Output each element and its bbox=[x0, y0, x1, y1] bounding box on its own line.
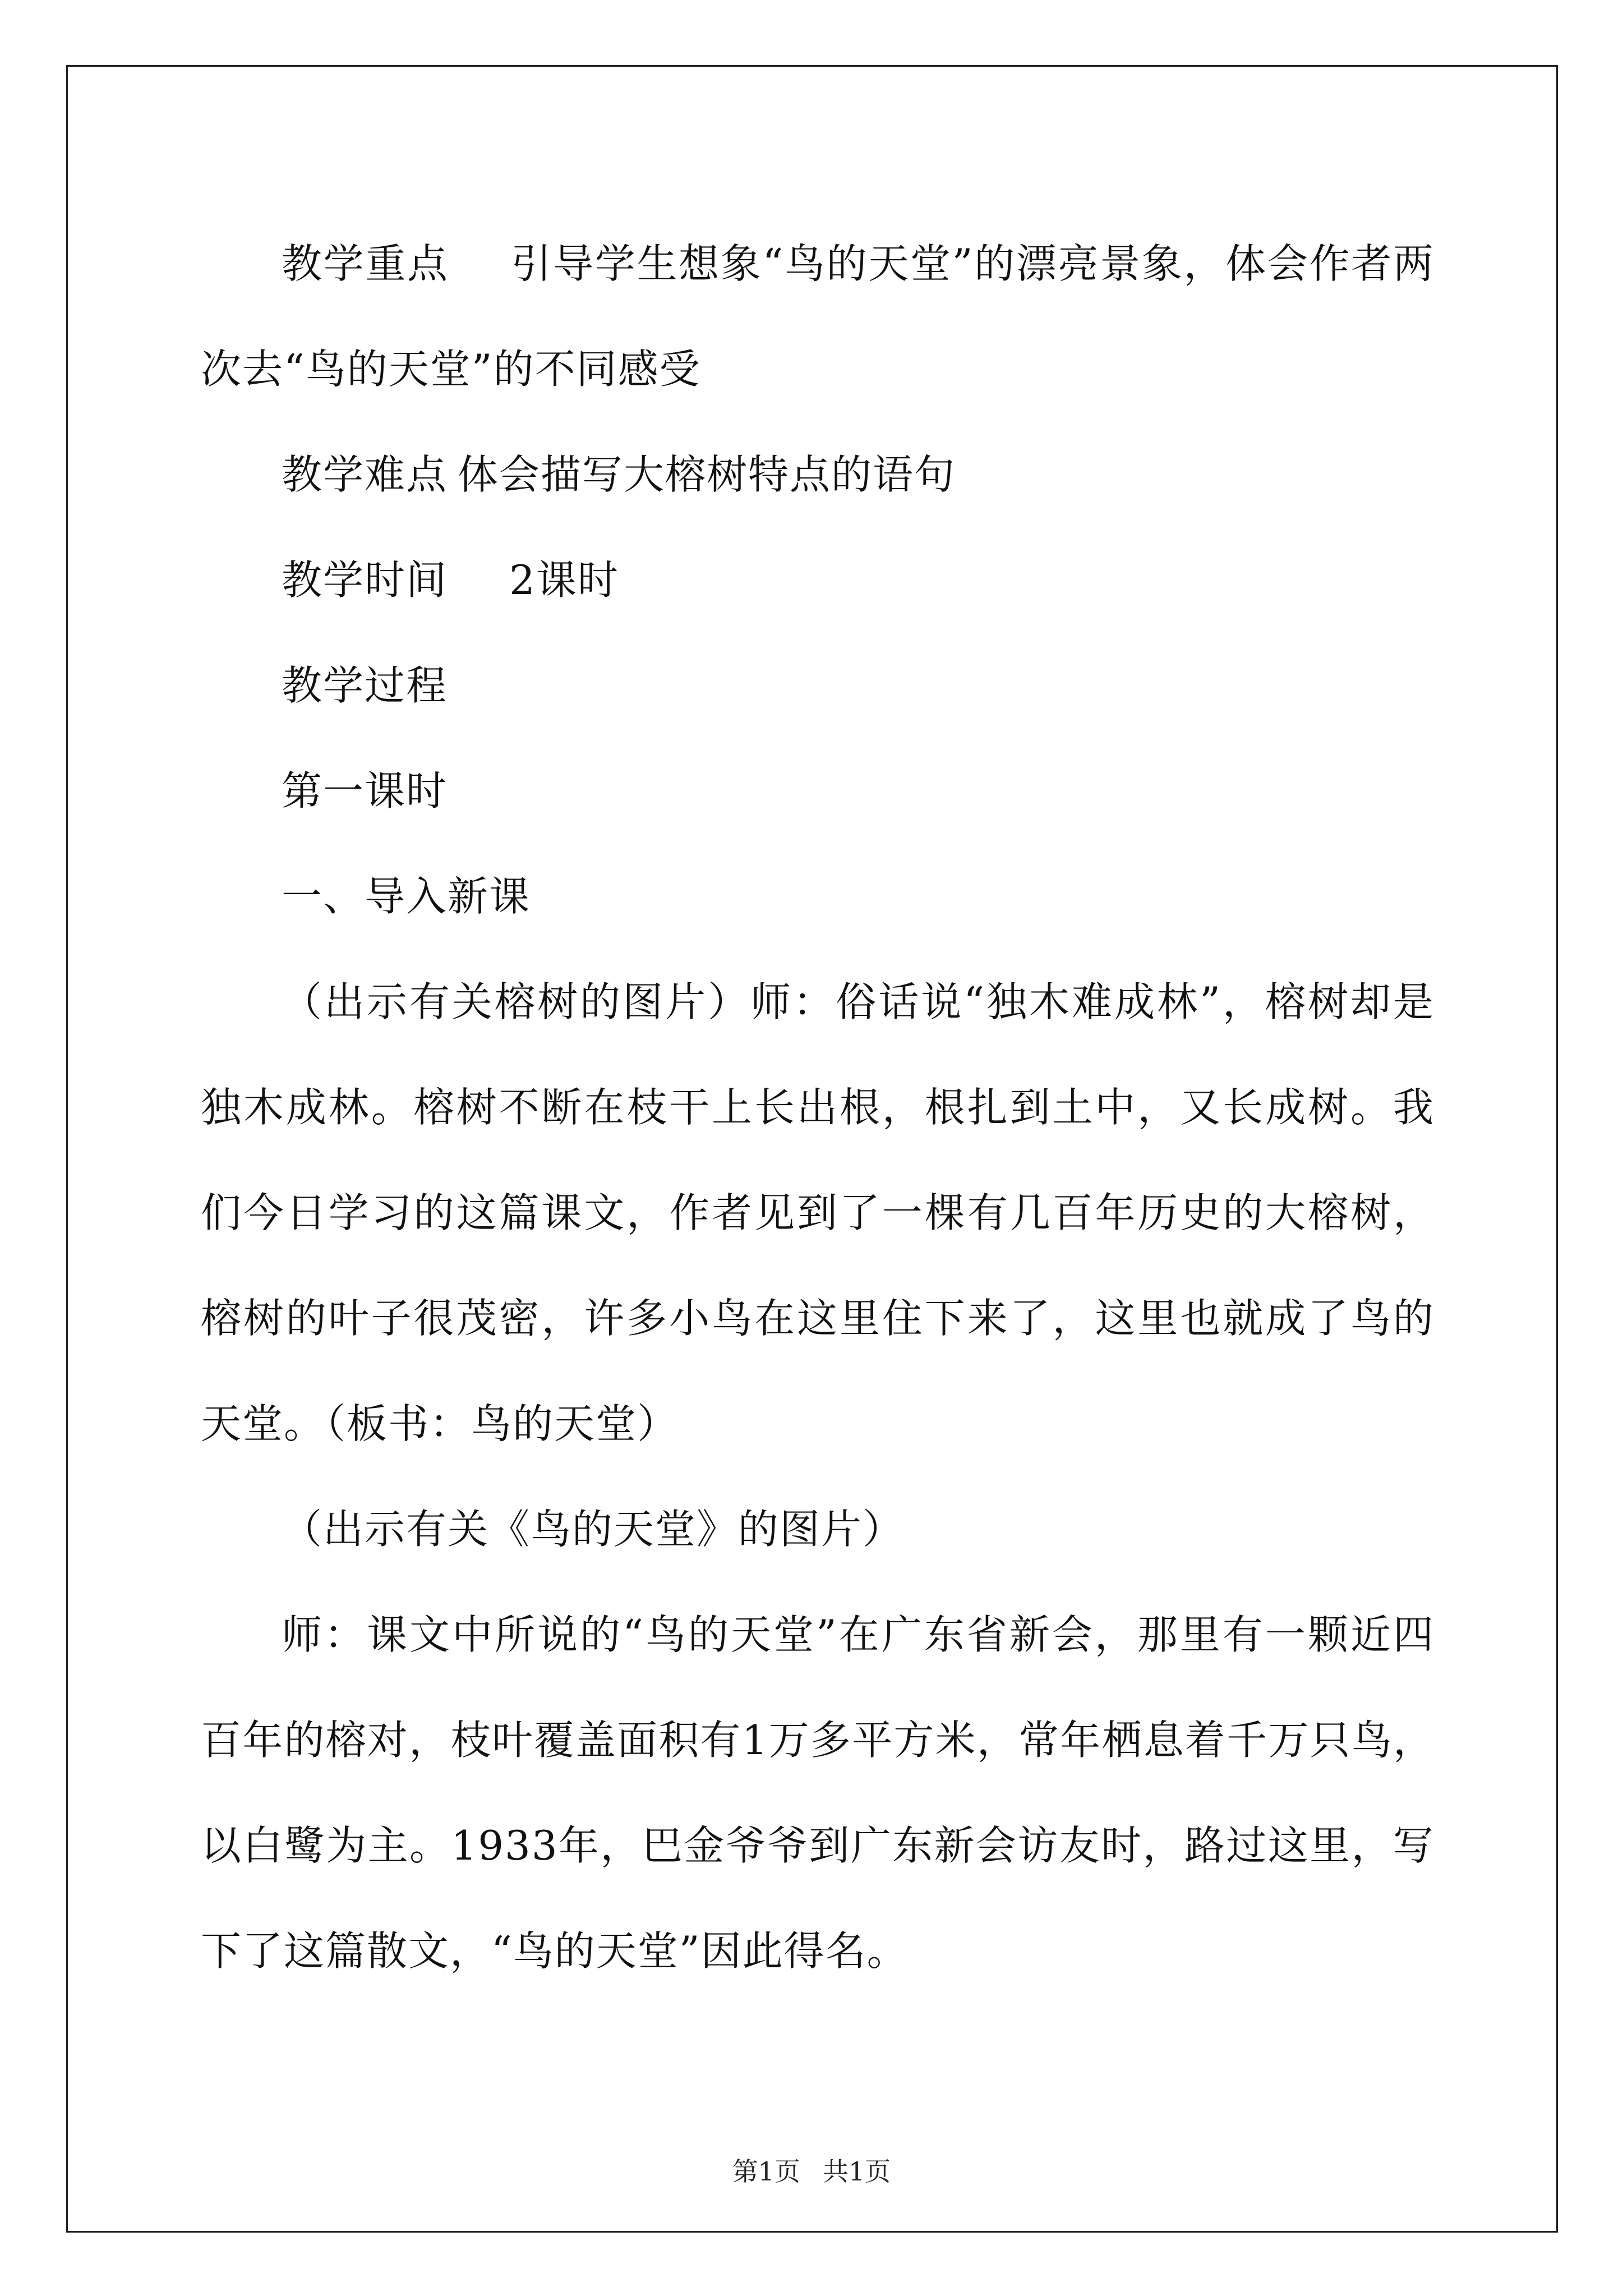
page-total: 共1页 bbox=[823, 2156, 891, 2187]
background-paragraph: 师：课文中所说的“鸟的天堂”在广东省新会，那里有一颗近四百年的榕对，枝叶覆盖面积有1万多平方米，常年栖息着千万只鸟，以白鹭为主。1933年，巴金爷爷到广东新会访友时，路过这里，写下了这篇散文，“鸟的天堂”因此得名。 bbox=[201, 1611, 1435, 1975]
teaching-time-label: 教学时间 bbox=[282, 556, 448, 604]
introduction-heading: 一、导入新课 bbox=[282, 873, 531, 920]
teaching-process-heading: 教学过程 bbox=[282, 662, 448, 709]
teaching-time-text: 2课时 bbox=[509, 556, 619, 604]
teaching-focus-paragraph bbox=[201, 211, 1435, 422]
banyan-intro-paragraph: （出示有关榕树的图片）师：俗话说“独木难成林”，榕树却是独木成林。榕树不断在枝干上长出根，根扎到土中，又长成树。我们今日学习的这篇课文，作者见到了一棵有几百年历史的大榕树，榕树的叶子很茂密，许多小鸟在这里住下来了，这里也就成了鸟的天堂。（板书：鸟的天堂） bbox=[201, 978, 1435, 1447]
first-lesson-heading: 第一课时 bbox=[282, 767, 448, 815]
teaching-difficulty-label: 教学难点 bbox=[282, 451, 448, 498]
page-footer bbox=[0, 2151, 1623, 2188]
teaching-difficulty-paragraph bbox=[201, 422, 1435, 527]
teaching-time-paragraph bbox=[201, 527, 1435, 633]
teaching-difficulty-text: 体会描写大榕树特点的语句 bbox=[458, 451, 956, 498]
teaching-focus-label: 教学重点 bbox=[282, 240, 449, 287]
teaching-focus-text: 引导学生想象“鸟的天堂”的漂亮景象，体会作者两次去“鸟的天堂”的不同感受 bbox=[201, 240, 1435, 393]
image-note-paragraph: （出示有关《鸟的天堂》的图片） bbox=[282, 1506, 905, 1553]
page-number: 第1页 bbox=[732, 2156, 800, 2187]
document-body bbox=[201, 211, 1435, 2004]
